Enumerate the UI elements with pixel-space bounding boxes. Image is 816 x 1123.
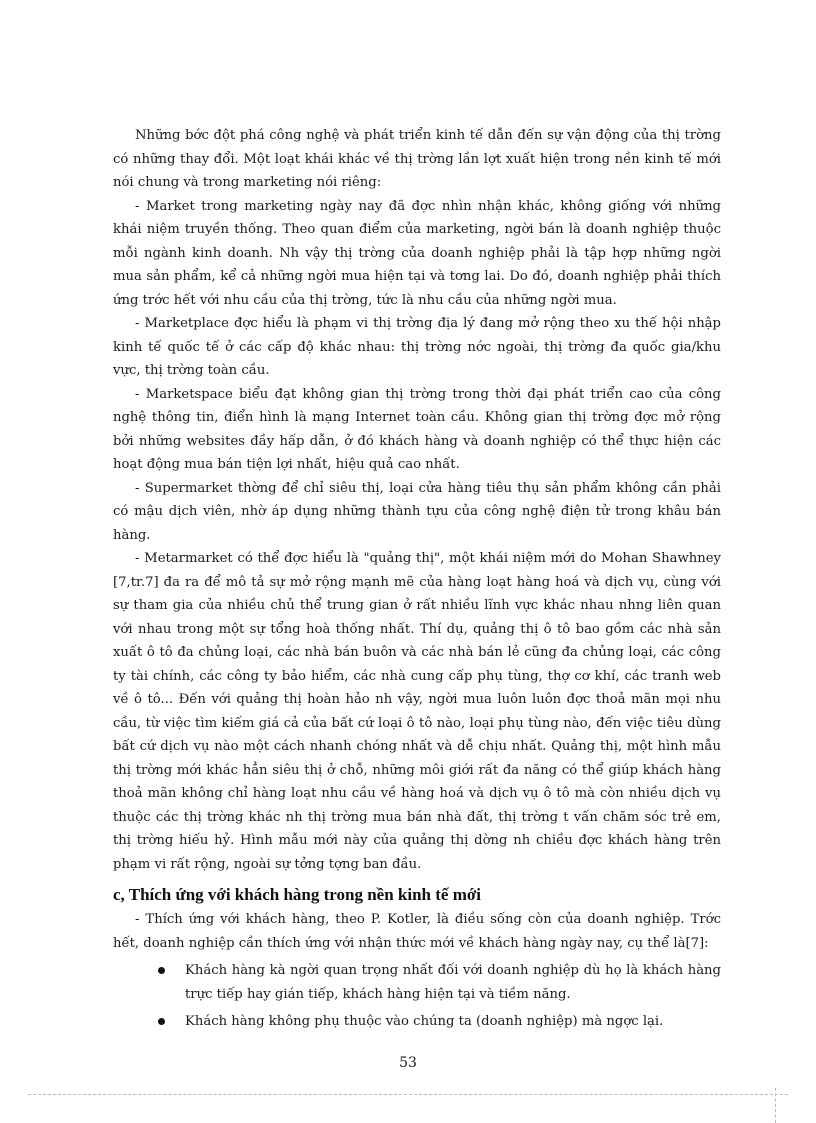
list-item-text: Khách hàng không phụ thuộc vào chúng ta (doanh nghiệp) mà ngợc lại. [185, 1014, 664, 1029]
section-intro: - Thích ứng với khách hàng, theo P. Kotler, là điều sống còn của doanh nghiệp. Trớc hết, doanh nghiệp cần thích ứng với nhận thức mới về khách hàng ngày nay, cụ thể là[7]: [113, 912, 721, 951]
paragraph-metamarket: - Metarmarket có thể đợc hiểu là "quảng thị", một khái niệm mới do Mohan Shawhney [7,tr.7] đa ra để mô tả sự mở rộng mạnh mẽ của hàng loạt hàng hoá và dịch vụ, cùng với sự tham gia của nhiều chủ thể trung gian ở rất nhiều lĩnh vực khác nhau nhng liên quan với nhau trong một sự tổng hoà thống nhất. Thí dụ, quảng thị ô tô bao gồm các nhà sản xuất ô tô đa chủng loại, các nhà bán buôn và các nhà bán lẻ cũng đa chủng loại, các công ty tài chính, các công ty bảo hiểm, các nhà cung cấp phụ tùng, thợ cơ khí, các tranh web về ô tô... Đến với quảng thị hoàn hảo nh vậy, ngời mua luôn luôn đợc thoả mãn mọi nhu cầu, từ việc tìm kiếm giá cả của bất cứ loại ô tô nào, loại phụ tùng nào, đến việc tiêu dùng bất cứ dịch vụ nào một cách nhanh chóng nhất và dễ chịu nhất. Quảng thị, một hình mẫu thị trờng mới khác hẳn siêu thị ở chỗ, những môi giới rất đa năng có thể giúp khách hàng thoả mãn không chỉ hàng loạt nhu cầu về hàng hoá và dịch vụ ô tô mà còn nhiều dịch vụ thuộc các thị trờng khác nh thị trờng mua bán nhà đất, thị trờng t vấn chăm sóc trẻ em, thị trờng hiếu hỷ. Hình mẫu mới này của quảng thị dờng nh chiều đợc khách hàng trên phạm vi rất rộng, ngoài sự tởng tợng ban đầu. [113, 551, 721, 872]
paragraph-market: - Market trong marketing ngày nay đã đợc nhìn nhận khác, không giống với những khái niệm truyền thống. Theo quan điểm của marketing, ngời bán là doanh nghiệp thuộc mỗi ngành kinh doanh. Nh vậy thị trờng của doanh nghiệp phải là tập hợp những ngời mua sản phẩm, kể cả những ngời mua hiện tại và tơng lai. Do đó, doanh nghiệp phải thích ứng trớc hết với nhu cầu của thị trờng, tức là nhu cầu của những ngời mua. [113, 198, 721, 308]
list-item [113, 959, 721, 1006]
page-number: 53 [399, 1055, 417, 1071]
paragraph-marketplace: - Marketplace đợc hiểu là phạm vi thị trờng địa lý đang mở rộng theo xu thế hội nhập kinh tế quốc tế ở các cấp độ khác nhau: thị trờng nớc ngoài, thị trờng đa quốc gia/khu vực, thị trờng toàn cầu. [113, 316, 721, 378]
paragraph-supermarket: - Supermarket thờng để chỉ siêu thị, loại cửa hàng tiêu thụ sản phẩm không cần phải có mậu dịch viên, nhờ áp dụng những thành tựu của công nghệ điện tử trong khâu bán hàng. [113, 480, 721, 543]
paragraph-marketspace: - Marketspace biểu đạt không gian thị trờng trong thời đại phát triển cao của công nghệ thông tin, điển hình là mạng Internet toàn cầu. Không gian thị trờng đợc mở rộng bởi những websites đầy hấp dẫn, ở đó khách hàng và doanh nghiệp có thể thực hiện các hoạt động mua bán tiện lợi nhất, hiệu quả cao nhất. [113, 386, 721, 472]
section-heading: c, Thích ứng với khách hàng trong nền kinh tế mới [113, 885, 482, 904]
page-body [113, 124, 721, 1034]
bullet-list [113, 959, 721, 1034]
list-item-text: Khách hàng kà ngời quan trọng nhất đối với doanh nghiệp dù họ là khách hàng trực tiếp hay gián tiếp, khách hàng hiện tại và tiềm năng. [185, 963, 721, 1002]
bullet-icon [158, 967, 165, 974]
paragraph-intro: Những bớc đột phá công nghệ và phát triển kinh tế dẫn đến sự vận động của thị trờng có những thay đổi. Một loạt khái khác về thị trờng lần lợt xuất hiện trong nền kinh tế mới nói chung và trong marketing nói riêng: [113, 128, 721, 190]
footer-divider [28, 1094, 788, 1095]
bullet-icon [158, 1018, 165, 1025]
margin-divider [775, 1088, 776, 1123]
list-item [113, 1010, 721, 1034]
